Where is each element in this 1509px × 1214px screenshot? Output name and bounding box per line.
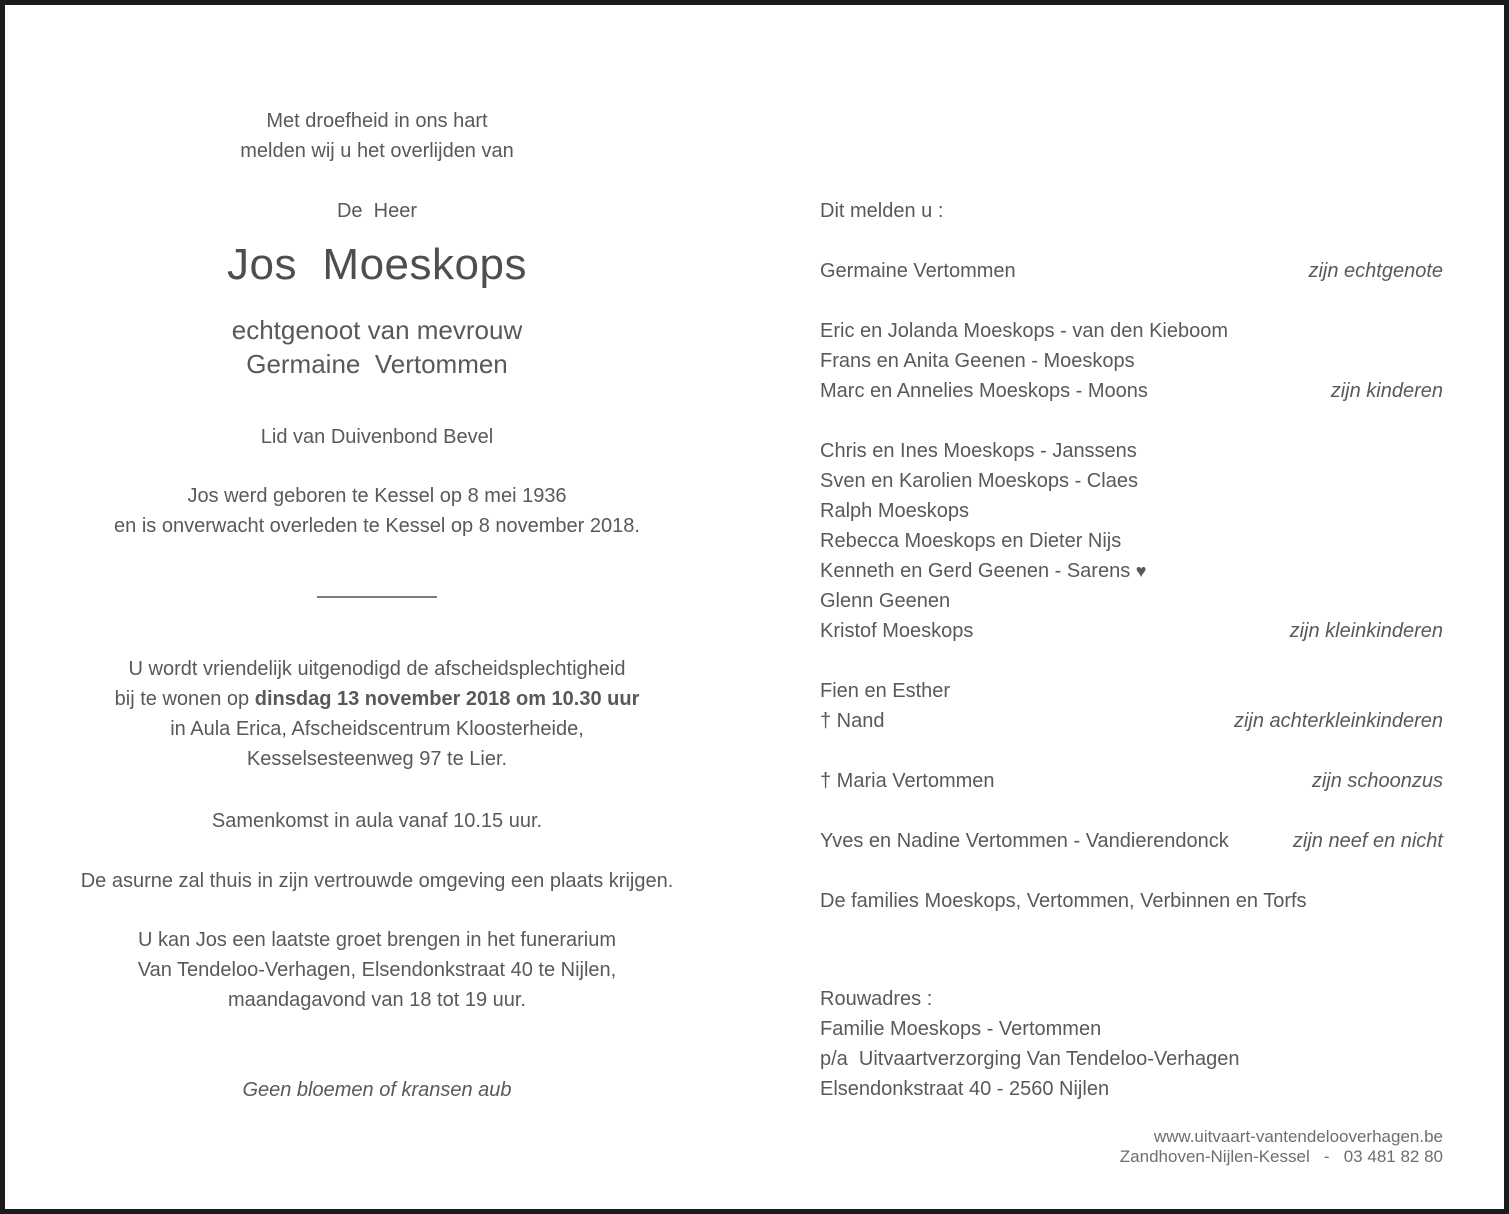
- divider-line: [317, 596, 437, 598]
- flowers-note: Geen bloemen of kransen aub: [242, 1079, 512, 1101]
- spouse-line-1: echtgenoot van mevrouw: [231, 315, 523, 345]
- salutation: De Heer: [336, 200, 418, 222]
- membership-line: Lid van Duivenbond Bevel: [260, 426, 494, 448]
- funeral-home-footer: [1120, 1127, 1443, 1167]
- family-row: Eric en Jolanda Moeskops - van den Kieboom: [820, 320, 1229, 342]
- family-row: Fien en Esther: [820, 680, 951, 702]
- family-row: † Nand zijn achterkleinkinderen: [820, 706, 1443, 736]
- family-row: Ralph Moeskops: [820, 500, 969, 522]
- invitation-line-3: in Aula Erica, Afscheidscentrum Kloosterheide,: [170, 718, 584, 740]
- relation-label: zijn echtgenote: [1308, 260, 1443, 282]
- heart-icon: ♥: [1135, 561, 1147, 581]
- spouse-line-2: Germaine Vertommen: [246, 349, 508, 379]
- relation-label: zijn kinderen: [1330, 380, 1443, 402]
- relation-label: zijn schoonzus: [1311, 770, 1443, 792]
- ceremony-datetime: dinsdag 13 november 2018 om 10.30 uur: [254, 688, 640, 710]
- funeral-home-website: www.uitvaart-vantendelooverhagen.be: [1153, 1127, 1443, 1146]
- family-row: Frans en Anita Geenen - Moeskops: [820, 350, 1135, 372]
- family-row: Rebecca Moeskops en Dieter Nijs: [820, 530, 1122, 552]
- family-row: Sven en Karolien Moeskops - Claes: [820, 470, 1138, 492]
- urn-line: De asurne zal thuis in zijn vertrouwde omgeving een plaats krijgen.: [80, 870, 674, 892]
- relation-label: zijn kleinkinderen: [1289, 620, 1443, 642]
- visitation-line-2: Van Tendeloo-Verhagen, Elsendonkstraat 40 te Nijlen,: [137, 959, 617, 981]
- death-line: en is onverwacht overleden te Kessel op 8 november 2018.: [114, 515, 640, 537]
- invitation-line-4: Kesselsesteenweg 97 te Lier.: [246, 748, 508, 770]
- family-row: Yves en Nadine Vertommen - Vandierendonck zijn neef en nicht: [820, 826, 1443, 856]
- funeral-home-locations-phone: Zandhoven-Nijlen-Kessel - 03 481 82 80: [1119, 1147, 1443, 1166]
- family-row: Germaine Vertommen zijn echtgenote: [820, 256, 1443, 286]
- family-row: Kenneth en Gerd Geenen - Sarens ♥: [820, 560, 1147, 582]
- family-row: Glenn Geenen: [820, 590, 951, 612]
- gathering-line: Samenkomst in aula vanaf 10.15 uur.: [211, 810, 543, 832]
- family-column: [820, 196, 1443, 1104]
- family-row: Marc en Annelies Moeskops - Moons zijn kinderen: [820, 376, 1443, 406]
- rouwadres-block: [820, 984, 1443, 1104]
- deceased-name: Jos Moeskops: [227, 240, 527, 289]
- intro-line-2: melden wij u het overlijden van: [240, 140, 514, 162]
- invitation-line-2: [22, 684, 732, 714]
- relation-label: zijn achterkleinkinderen: [1233, 710, 1443, 732]
- rouwadres-line-2: p/a Uitvaartverzorging Van Tendeloo-Verhagen: [820, 1048, 1240, 1070]
- family-row: † Maria Vertommen zijn schoonzus: [820, 766, 1443, 796]
- rouwadres-heading: Rouwadres :: [820, 988, 933, 1010]
- rouwadres-line-1: Familie Moeskops - Vertommen: [820, 1018, 1102, 1040]
- family-row: Chris en Ines Moeskops - Janssens: [820, 440, 1137, 462]
- family-row: Kristof Moeskops zijn kleinkinderen: [820, 616, 1443, 646]
- relation-label: zijn neef en nicht: [1292, 830, 1443, 852]
- visitation-line-3: maandagavond van 18 tot 19 uur.: [227, 989, 526, 1011]
- invitation-line-1: U wordt vriendelijk uitgenodigd de afscheidsplechtigheid: [128, 658, 626, 680]
- notifiers-heading: Dit melden u :: [820, 200, 944, 222]
- visitation-line-1: U kan Jos een laatste groet brengen in het funerarium: [137, 929, 617, 951]
- announcement-column: [22, 106, 732, 1105]
- intro-line-1: Met droefheid in ons hart: [266, 110, 488, 132]
- birth-line: Jos werd geboren te Kessel op 8 mei 1936: [187, 485, 567, 507]
- rouwadres-line-3: Elsendonkstraat 40 - 2560 Nijlen: [820, 1078, 1110, 1100]
- family-row: De families Moeskops, Vertommen, Verbinnen en Torfs: [820, 890, 1307, 912]
- invitation-line-2-prefix: bij te wonen op: [114, 688, 255, 710]
